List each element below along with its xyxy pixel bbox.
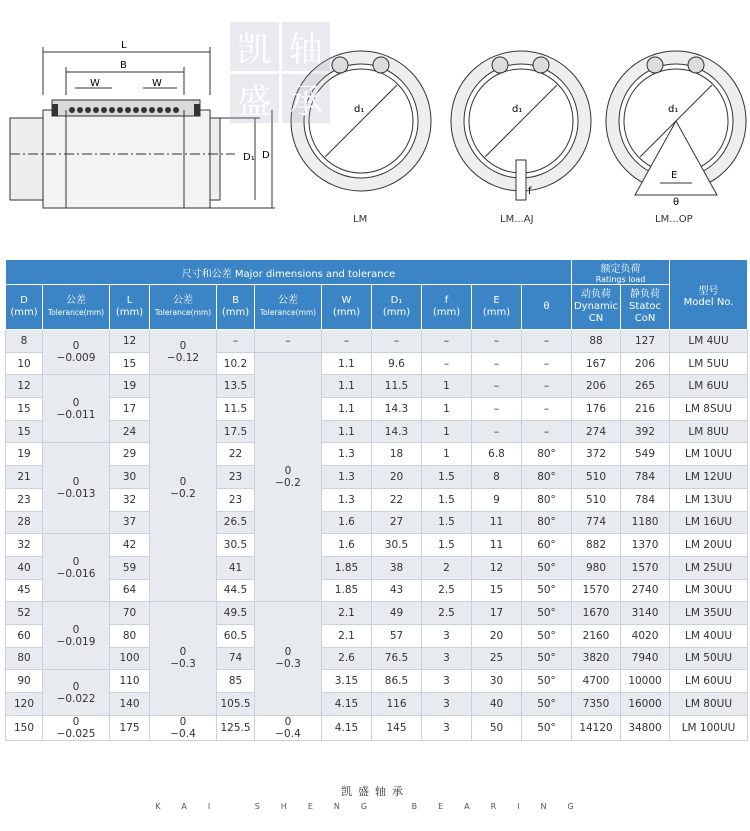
cell-w: 2.6 bbox=[322, 647, 372, 670]
cell-dynamic-load: 980 bbox=[572, 556, 621, 579]
cell-w: – bbox=[322, 330, 372, 353]
brand-watermark bbox=[230, 22, 330, 122]
cell-b: 30.5 bbox=[217, 534, 255, 557]
table-row bbox=[6, 534, 748, 557]
watermark-char: 轴 bbox=[282, 22, 331, 71]
cell-d1: 20 bbox=[372, 466, 422, 489]
cell-f: 1.5 bbox=[422, 466, 472, 489]
cell-d: 60 bbox=[6, 624, 43, 647]
cell-b: 85 bbox=[217, 670, 255, 693]
cell-d: 40 bbox=[6, 556, 43, 579]
cell-model: LM 60UU bbox=[670, 670, 748, 693]
column-header: 公差 Tolerance(mm) bbox=[43, 285, 110, 330]
cell-model: LM 12UU bbox=[670, 466, 748, 489]
cell-d1: 86.5 bbox=[372, 670, 422, 693]
cell-d-tolerance: 0 −0.011 bbox=[43, 375, 110, 443]
cell-dynamic-load: 1570 bbox=[572, 579, 621, 602]
cell-w: 1.3 bbox=[322, 488, 372, 511]
cell-d1: 9.6 bbox=[372, 352, 422, 375]
cell-theta: – bbox=[522, 375, 572, 398]
cell-model: LM 35UU bbox=[670, 602, 748, 625]
cell-theta: – bbox=[522, 398, 572, 421]
cell-static-load: 265 bbox=[621, 375, 670, 398]
cell-b: 49.5 bbox=[217, 602, 255, 625]
cell-l: 32 bbox=[110, 488, 150, 511]
cell-b: 125.5 bbox=[217, 715, 255, 740]
cell-w: 1.3 bbox=[322, 466, 372, 489]
cell-static-load: 784 bbox=[621, 466, 670, 489]
cell-w: 2.1 bbox=[322, 602, 372, 625]
cell-model: LM 8UU bbox=[670, 420, 748, 443]
table-row bbox=[6, 466, 748, 489]
cell-f: 1.5 bbox=[422, 534, 472, 557]
cell-w: 1.6 bbox=[322, 534, 372, 557]
cell-l: 80 bbox=[110, 624, 150, 647]
cell-static-load: 34800 bbox=[621, 715, 670, 740]
cell-d: 10 bbox=[6, 352, 43, 375]
cell-d1: 49 bbox=[372, 602, 422, 625]
cell-b: 60.5 bbox=[217, 624, 255, 647]
cell-dynamic-load: 372 bbox=[572, 443, 621, 466]
column-header: B (mm) bbox=[217, 285, 255, 330]
cell-l-tolerance: 0 −0.3 bbox=[150, 602, 217, 715]
cell-b: 11.5 bbox=[217, 398, 255, 421]
cell-f: 1.5 bbox=[422, 488, 472, 511]
table-row bbox=[6, 670, 748, 693]
cell-theta: 50° bbox=[522, 602, 572, 625]
cell-f: 1.5 bbox=[422, 511, 472, 534]
cell-static-load: 127 bbox=[621, 330, 670, 353]
cell-f: 2.5 bbox=[422, 579, 472, 602]
cell-b: 17.5 bbox=[217, 420, 255, 443]
cell-d: 45 bbox=[6, 579, 43, 602]
table-row bbox=[6, 693, 748, 716]
cell-static-load: 216 bbox=[621, 398, 670, 421]
cell-d1: 11.5 bbox=[372, 375, 422, 398]
column-header: L (mm) bbox=[110, 285, 150, 330]
cell-b-tolerance: – bbox=[255, 330, 322, 353]
column-header: 公差 Tolerance(mm) bbox=[150, 285, 217, 330]
dim-d1-op: d₁ bbox=[668, 104, 679, 115]
cell-f: 1 bbox=[422, 375, 472, 398]
dim-theta: θ bbox=[673, 197, 680, 208]
table-row bbox=[6, 330, 748, 353]
cell-model: LM 5UU bbox=[670, 352, 748, 375]
column-header: 公差 Tolerance(mm) bbox=[255, 285, 322, 330]
ratings-header: 额定负荷 Ratings load bbox=[572, 260, 670, 285]
table-row bbox=[6, 420, 748, 443]
cell-w: 1.85 bbox=[322, 579, 372, 602]
cell-f: – bbox=[422, 352, 472, 375]
cell-e: – bbox=[472, 330, 522, 353]
cell-e: 12 bbox=[472, 556, 522, 579]
specification-table bbox=[5, 259, 748, 741]
table-row bbox=[6, 511, 748, 534]
cell-f: 3 bbox=[422, 670, 472, 693]
cell-l: 70 bbox=[110, 602, 150, 625]
cell-d: 28 bbox=[6, 511, 43, 534]
cell-theta: 50° bbox=[522, 579, 572, 602]
cell-theta: 50° bbox=[522, 624, 572, 647]
cell-theta: 50° bbox=[522, 647, 572, 670]
dim-W-right: W bbox=[152, 78, 162, 89]
bearing-drawings-svg bbox=[0, 0, 750, 250]
cell-l: 12 bbox=[110, 330, 150, 353]
cell-b: 10.2 bbox=[217, 352, 255, 375]
cell-w: 1.3 bbox=[322, 443, 372, 466]
cell-static-load: 16000 bbox=[621, 693, 670, 716]
cell-l: 37 bbox=[110, 511, 150, 534]
cell-static-load: 1370 bbox=[621, 534, 670, 557]
cell-static-load: 2740 bbox=[621, 579, 670, 602]
cell-e: 25 bbox=[472, 647, 522, 670]
cell-d1: 145 bbox=[372, 715, 422, 740]
cell-l-tolerance: 0 −0.2 bbox=[150, 375, 217, 602]
table-row bbox=[6, 579, 748, 602]
cell-theta: – bbox=[522, 352, 572, 375]
cell-static-load: 206 bbox=[621, 352, 670, 375]
column-header: D (mm) bbox=[6, 285, 43, 330]
cell-f: 2 bbox=[422, 556, 472, 579]
cell-theta: 50° bbox=[522, 556, 572, 579]
cell-model: LM 16UU bbox=[670, 511, 748, 534]
cell-theta: – bbox=[522, 330, 572, 353]
cell-dynamic-load: 3820 bbox=[572, 647, 621, 670]
dim-E: E bbox=[671, 170, 678, 181]
cell-d1: 30.5 bbox=[372, 534, 422, 557]
cell-d-tolerance: 0 −0.019 bbox=[43, 602, 110, 670]
table-row bbox=[6, 352, 748, 375]
cell-theta: 60° bbox=[522, 534, 572, 557]
cell-w: 1.6 bbox=[322, 511, 372, 534]
watermark-char: 凯 bbox=[230, 22, 279, 71]
cell-e: 11 bbox=[472, 534, 522, 557]
cell-l: 175 bbox=[110, 715, 150, 740]
cell-d1: – bbox=[372, 330, 422, 353]
cell-w: 4.15 bbox=[322, 693, 372, 716]
cell-w: 3.15 bbox=[322, 670, 372, 693]
cell-d: 80 bbox=[6, 647, 43, 670]
cell-static-load: 1570 bbox=[621, 556, 670, 579]
table-row bbox=[6, 602, 748, 625]
cell-static-load: 784 bbox=[621, 488, 670, 511]
cell-e: 15 bbox=[472, 579, 522, 602]
cell-d-tolerance: 0 −0.013 bbox=[43, 443, 110, 534]
cell-b: 26.5 bbox=[217, 511, 255, 534]
cell-d1: 27 bbox=[372, 511, 422, 534]
column-header: 静负荷 Statoc CoN bbox=[621, 285, 670, 330]
cell-dynamic-load: 14120 bbox=[572, 715, 621, 740]
cell-dynamic-load: 510 bbox=[572, 488, 621, 511]
table-row bbox=[6, 647, 748, 670]
cell-d1: 116 bbox=[372, 693, 422, 716]
cell-dynamic-load: 4700 bbox=[572, 670, 621, 693]
cell-d: 52 bbox=[6, 602, 43, 625]
cell-dynamic-load: 274 bbox=[572, 420, 621, 443]
dim-D1: D₁ bbox=[243, 152, 255, 163]
column-header: D₁ (mm) bbox=[372, 285, 422, 330]
cell-dynamic-load: 206 bbox=[572, 375, 621, 398]
cell-b: 74 bbox=[217, 647, 255, 670]
cell-l: 42 bbox=[110, 534, 150, 557]
cell-w: 1.1 bbox=[322, 352, 372, 375]
cell-b: 105.5 bbox=[217, 693, 255, 716]
cell-d1: 43 bbox=[372, 579, 422, 602]
cell-static-load: 1180 bbox=[621, 511, 670, 534]
cell-w: 4.15 bbox=[322, 715, 372, 740]
cell-e: – bbox=[472, 398, 522, 421]
table-row bbox=[6, 398, 748, 421]
dim-d1-aj: d₁ bbox=[512, 104, 523, 115]
table-row bbox=[6, 624, 748, 647]
column-header: f (mm) bbox=[422, 285, 472, 330]
cell-dynamic-load: 774 bbox=[572, 511, 621, 534]
cell-dynamic-load: 88 bbox=[572, 330, 621, 353]
cell-d: 15 bbox=[6, 420, 43, 443]
cell-model: LM 20UU bbox=[670, 534, 748, 557]
label-lm-op: LM...OP bbox=[655, 214, 693, 225]
cell-model: LM 4UU bbox=[670, 330, 748, 353]
cell-d1: 22 bbox=[372, 488, 422, 511]
cell-l: 64 bbox=[110, 579, 150, 602]
cell-w: 1.1 bbox=[322, 375, 372, 398]
cell-dynamic-load: 176 bbox=[572, 398, 621, 421]
cell-model: LM 40UU bbox=[670, 624, 748, 647]
cell-model: LM 6UU bbox=[670, 375, 748, 398]
cell-theta: 80° bbox=[522, 466, 572, 489]
cell-f: 1 bbox=[422, 443, 472, 466]
cell-b-tolerance: 0 −0.2 bbox=[255, 352, 322, 602]
cell-b: 41 bbox=[217, 556, 255, 579]
cell-model: LM 100UU bbox=[670, 715, 748, 740]
cell-l: 140 bbox=[110, 693, 150, 716]
dim-B: B bbox=[120, 60, 127, 71]
label-lm-aj: LM...AJ bbox=[500, 214, 534, 225]
cell-l: 19 bbox=[110, 375, 150, 398]
cell-w: 1.1 bbox=[322, 420, 372, 443]
cell-dynamic-load: 167 bbox=[572, 352, 621, 375]
dim-d1-lm: d₁ bbox=[354, 104, 365, 115]
cell-d: 90 bbox=[6, 670, 43, 693]
cell-f: 3 bbox=[422, 715, 472, 740]
cell-w: 1.1 bbox=[322, 398, 372, 421]
cell-d: 23 bbox=[6, 488, 43, 511]
cell-d1: 14.3 bbox=[372, 420, 422, 443]
cell-d1: 14.3 bbox=[372, 398, 422, 421]
cell-w: 2.1 bbox=[322, 624, 372, 647]
cell-static-load: 3140 bbox=[621, 602, 670, 625]
cell-e: 6.8 bbox=[472, 443, 522, 466]
column-header: E (mm) bbox=[472, 285, 522, 330]
column-header: 动负荷 Dynamic CN bbox=[572, 285, 621, 330]
cell-f: – bbox=[422, 330, 472, 353]
table-row bbox=[6, 715, 748, 740]
cell-b: 22 bbox=[217, 443, 255, 466]
cell-l: 24 bbox=[110, 420, 150, 443]
footer-brand-en: KAI SHENG BEARING bbox=[155, 802, 595, 811]
cell-static-load: 4020 bbox=[621, 624, 670, 647]
cell-f: 1 bbox=[422, 420, 472, 443]
cell-l: 30 bbox=[110, 466, 150, 489]
dim-f: f bbox=[528, 186, 532, 197]
cell-d: 150 bbox=[6, 715, 43, 740]
cell-d: 8 bbox=[6, 330, 43, 353]
cell-static-load: 549 bbox=[621, 443, 670, 466]
cell-d1: 76.5 bbox=[372, 647, 422, 670]
cell-b: 23 bbox=[217, 488, 255, 511]
cell-static-load: 10000 bbox=[621, 670, 670, 693]
cell-e: 17 bbox=[472, 602, 522, 625]
cell-d1: 38 bbox=[372, 556, 422, 579]
cell-w: 1.85 bbox=[322, 556, 372, 579]
cell-e: 30 bbox=[472, 670, 522, 693]
cell-d: 32 bbox=[6, 534, 43, 557]
cell-theta: 80° bbox=[522, 488, 572, 511]
cell-dynamic-load: 7350 bbox=[572, 693, 621, 716]
watermark-char: 盛 bbox=[230, 74, 279, 123]
cell-f: 3 bbox=[422, 693, 472, 716]
cell-b-tolerance: 0 −0.3 bbox=[255, 602, 322, 715]
table-row bbox=[6, 375, 748, 398]
table-row bbox=[6, 488, 748, 511]
cell-d: 21 bbox=[6, 466, 43, 489]
cell-dynamic-load: 882 bbox=[572, 534, 621, 557]
cell-model: LM 80UU bbox=[670, 693, 748, 716]
column-header: W (mm) bbox=[322, 285, 372, 330]
cell-e: – bbox=[472, 352, 522, 375]
cell-model: LM 10UU bbox=[670, 443, 748, 466]
cell-static-load: 392 bbox=[621, 420, 670, 443]
dim-W-left: W bbox=[90, 78, 100, 89]
group-header: 尺寸和公差 Major dimensions and tolerance bbox=[6, 260, 572, 285]
cell-b: 13.5 bbox=[217, 375, 255, 398]
cell-b: 44.5 bbox=[217, 579, 255, 602]
label-lm: LM bbox=[353, 214, 368, 225]
watermark-char: 承 bbox=[282, 74, 331, 123]
cell-l: 17 bbox=[110, 398, 150, 421]
cell-e: 11 bbox=[472, 511, 522, 534]
cell-l-tolerance: 0 −0.4 bbox=[150, 715, 217, 740]
cell-dynamic-load: 2160 bbox=[572, 624, 621, 647]
cell-e: – bbox=[472, 420, 522, 443]
cell-d1: 57 bbox=[372, 624, 422, 647]
cell-e: – bbox=[472, 375, 522, 398]
cell-model: LM 25UU bbox=[670, 556, 748, 579]
cell-l: 59 bbox=[110, 556, 150, 579]
cell-f: 1 bbox=[422, 398, 472, 421]
table-row bbox=[6, 556, 748, 579]
table-row bbox=[6, 443, 748, 466]
model-header: 型号 Model No. bbox=[670, 260, 748, 330]
view-lm-aj bbox=[451, 51, 591, 200]
cell-e: 20 bbox=[472, 624, 522, 647]
cell-b: 23 bbox=[217, 466, 255, 489]
cell-theta: – bbox=[522, 420, 572, 443]
cell-b: – bbox=[217, 330, 255, 353]
cell-static-load: 7940 bbox=[621, 647, 670, 670]
cell-dynamic-load: 1670 bbox=[572, 602, 621, 625]
cell-theta: 50° bbox=[522, 715, 572, 740]
cell-f: 3 bbox=[422, 647, 472, 670]
cell-d: 19 bbox=[6, 443, 43, 466]
cell-d-tolerance: 0 −0.016 bbox=[43, 534, 110, 602]
cell-theta: 50° bbox=[522, 670, 572, 693]
cell-d1: 18 bbox=[372, 443, 422, 466]
cell-theta: 50° bbox=[522, 693, 572, 716]
cell-b-tolerance: 0 −0.4 bbox=[255, 715, 322, 740]
cell-theta: 80° bbox=[522, 511, 572, 534]
cell-model: LM 13UU bbox=[670, 488, 748, 511]
cell-d-tolerance: 0 −0.025 bbox=[43, 715, 110, 740]
cell-d: 15 bbox=[6, 398, 43, 421]
cell-f: 2.5 bbox=[422, 602, 472, 625]
footer-brand-cn: 凯盛轴承 bbox=[341, 785, 409, 798]
cell-theta: 80° bbox=[522, 443, 572, 466]
cell-l: 15 bbox=[110, 352, 150, 375]
cell-d-tolerance: 0 −0.009 bbox=[43, 330, 110, 375]
cell-d: 12 bbox=[6, 375, 43, 398]
cell-d-tolerance: 0 −0.022 bbox=[43, 670, 110, 715]
cell-e: 8 bbox=[472, 466, 522, 489]
cell-e: 40 bbox=[472, 693, 522, 716]
dim-D: D bbox=[262, 150, 270, 161]
cell-model: LM 50UU bbox=[670, 647, 748, 670]
cell-dynamic-load: 510 bbox=[572, 466, 621, 489]
technical-drawing bbox=[0, 0, 750, 250]
cell-model: LM 30UU bbox=[670, 579, 748, 602]
dim-L: L bbox=[121, 40, 127, 51]
cell-f: 3 bbox=[422, 624, 472, 647]
column-header: θ bbox=[522, 285, 572, 330]
cell-l: 110 bbox=[110, 670, 150, 693]
cell-l-tolerance: 0 −0.12 bbox=[150, 330, 217, 375]
cell-model: LM 8SUU bbox=[670, 398, 748, 421]
cell-e: 9 bbox=[472, 488, 522, 511]
cell-l: 100 bbox=[110, 647, 150, 670]
cell-l: 29 bbox=[110, 443, 150, 466]
cell-d: 120 bbox=[6, 693, 43, 716]
cell-e: 50 bbox=[472, 715, 522, 740]
